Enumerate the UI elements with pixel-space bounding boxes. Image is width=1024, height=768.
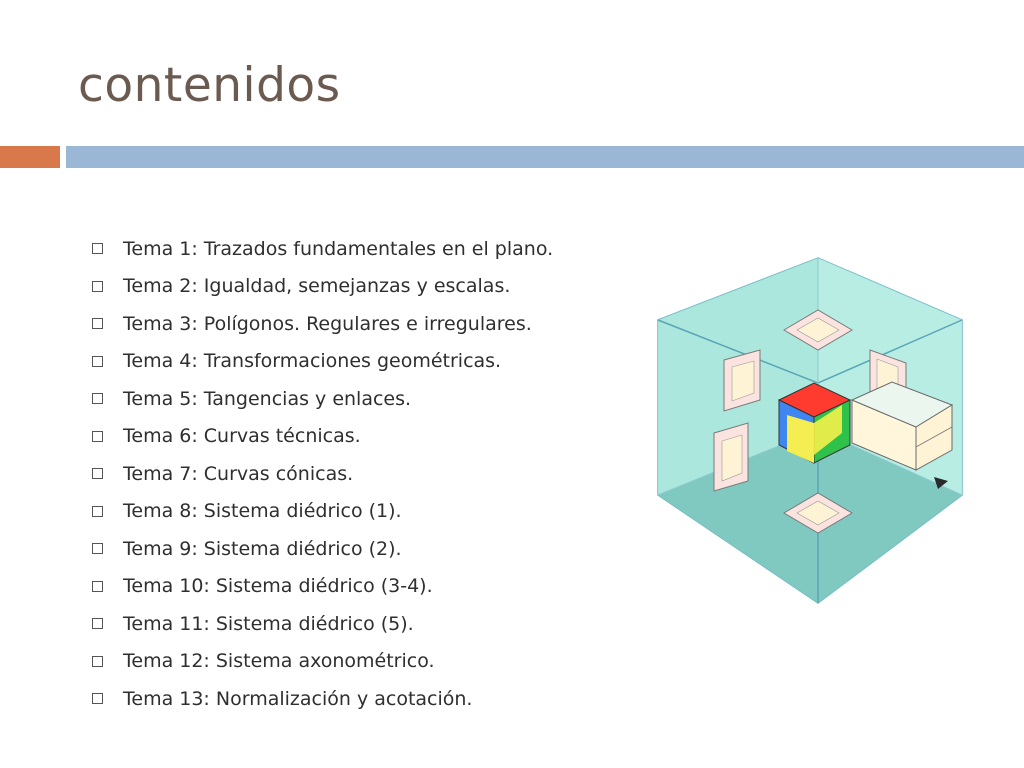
bullet-square-icon [92, 618, 103, 629]
list-item [92, 230, 553, 268]
topic-text: Tema 8: Sistema diédrico (1). [123, 500, 402, 523]
topic-text: Tema 12: Sistema axonométrico. [123, 650, 435, 673]
list-item [92, 530, 553, 568]
bullet-square-icon [92, 243, 103, 254]
bullet-square-icon [92, 506, 103, 517]
list-item [92, 380, 553, 418]
list-item [92, 305, 553, 343]
bullet-square-icon [92, 393, 103, 404]
bullet-square-icon [92, 543, 103, 554]
list-item [92, 343, 553, 381]
accent-bar-orange [0, 146, 60, 168]
topic-text: Tema 6: Curvas técnicas. [123, 425, 361, 448]
bullet-square-icon [92, 693, 103, 704]
topic-text: Tema 7: Curvas cónicas. [123, 462, 354, 485]
topic-text: Tema 4: Transformaciones geométricas. [123, 350, 502, 373]
topic-text: Tema 9: Sistema diédrico (2). [123, 537, 402, 560]
list-item [92, 680, 553, 718]
list-item [92, 643, 553, 681]
topic-text: Tema 3: Polígonos. Regulares e irregulares. [123, 312, 532, 335]
bullet-square-icon [92, 581, 103, 592]
list-item [92, 455, 553, 493]
projection-cube-illustration [652, 255, 974, 605]
list-item [92, 268, 553, 306]
accent-bar-blue [66, 146, 1024, 168]
topic-text: Tema 13: Normalización y acotación. [123, 687, 473, 710]
list-item [92, 568, 553, 606]
list-item [92, 493, 553, 531]
bullet-square-icon [92, 318, 103, 329]
list-item [92, 418, 553, 456]
bullet-square-icon [92, 656, 103, 667]
bullet-square-icon [92, 356, 103, 367]
bullet-square-icon [92, 281, 103, 292]
topic-text: Tema 10: Sistema diédrico (3-4). [123, 575, 433, 598]
bullet-square-icon [92, 431, 103, 442]
topic-text: Tema 1: Trazados fundamentales en el plano. [123, 237, 554, 260]
bullet-square-icon [92, 468, 103, 479]
topic-text: Tema 11: Sistema diédrico (5). [123, 612, 414, 635]
list-item [92, 605, 553, 643]
slide-title: contenidos [78, 58, 341, 113]
topic-text: Tema 5: Tangencias y enlaces. [123, 387, 412, 410]
topic-list [92, 230, 553, 718]
topic-text: Tema 2: Igualdad, semejanzas y escalas. [123, 275, 511, 298]
